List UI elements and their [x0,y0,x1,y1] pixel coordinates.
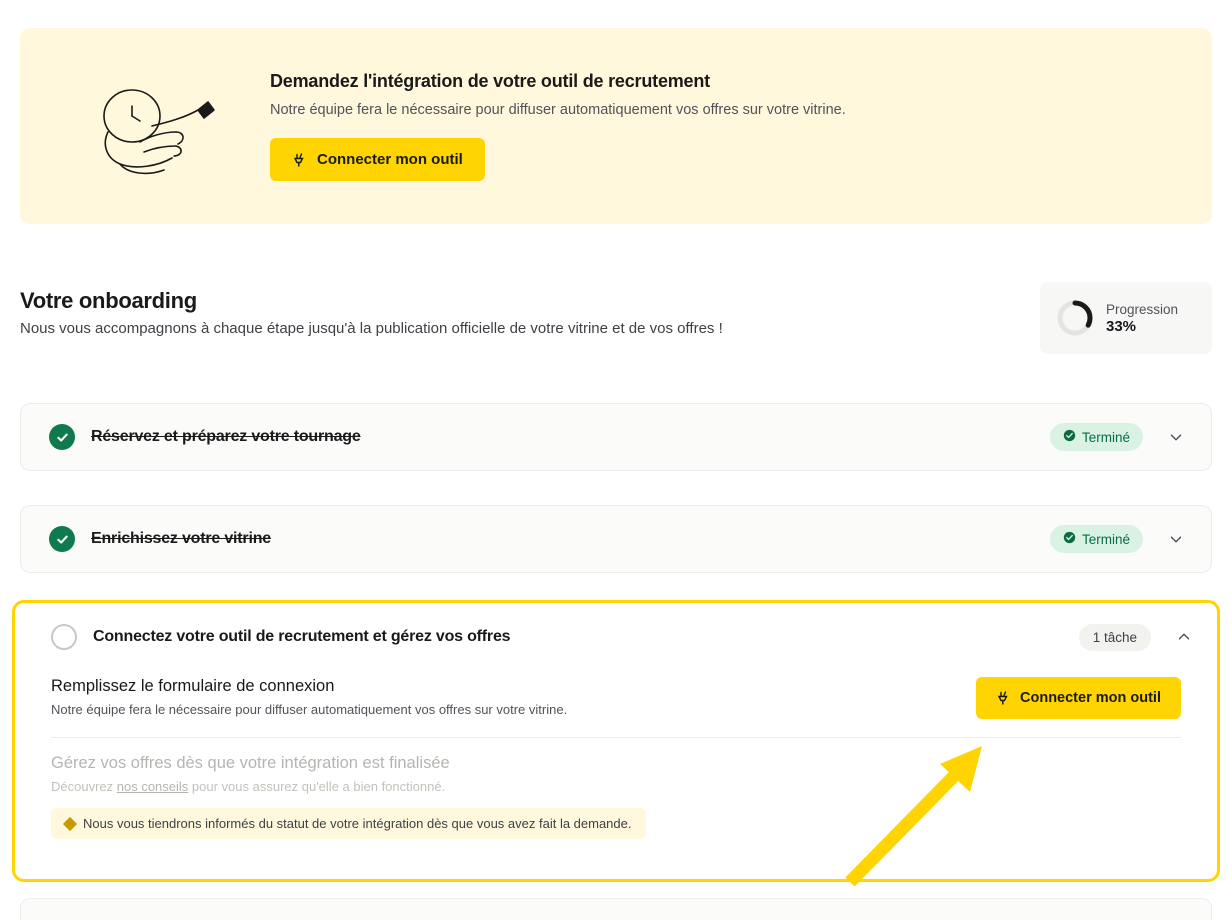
progress-card [1040,282,1212,354]
badge-check-icon [1063,429,1076,445]
task-title: Remplissez le formulaire de connexion [51,677,335,695]
connect-tool-button[interactable] [270,138,485,181]
step-title: Enrichissez votre vitrine [91,530,271,547]
check-icon [49,526,75,552]
progress-ring-icon [1056,299,1094,337]
task-subtitle [51,779,1181,794]
page-title: Votre onboarding [20,288,197,313]
task-subtitle-before: Découvrez [51,779,117,794]
status-badge-label: Terminé [1081,531,1130,547]
task-count-badge: 1 tâche [1079,624,1151,651]
task-subtitle: Notre équipe fera le nécessaire pour diffuser automatiquement vos offres sur votre vitrine. [51,702,568,717]
task-item-form [15,671,1217,737]
active-step-header[interactable] [15,603,1217,671]
step-card-completed-2[interactable] [20,505,1212,573]
plug-icon [292,152,308,168]
task-text-block [51,677,567,717]
info-note-label: Nous vous tiendrons informés du statut de votre intégration dès que vous avez fait la demande. [83,816,632,831]
active-step-title: Connectez votre outil de recrutement et gérez vos offres [93,628,511,645]
diamond-icon [63,816,77,830]
task-subtitle-after: pour vous assurez qu'elle a bien fonctionné. [188,779,446,794]
banner-subtitle: Notre équipe fera le nécessaire pour diffuser automatiquement vos offres sur votre vitrine. [270,102,846,118]
onboarding-header [20,288,1212,354]
badge-check-icon [1063,531,1076,547]
banner-title: Demandez l'intégration de votre outil de recrutement [270,71,710,91]
plug-icon [996,690,1012,706]
integration-banner [20,28,1212,224]
progress-label: Progression [1106,301,1179,317]
task-title: Gérez vos offres dès que votre intégration est finalisée [51,754,450,772]
status-badge [1050,423,1143,451]
task-item-manage-offers [15,738,1217,794]
hand-holding-magnifier-illustration [80,66,230,186]
page-subtitle: Nous vous accompagnons à chaque étape jusqu'à la publication officielle de votre vitrine et de vos offres ! [20,320,723,337]
tips-link[interactable]: nos conseils [116,779,189,794]
step-card-next-partial[interactable] [20,898,1212,920]
task-connect-tool-button-label: Connecter mon outil [1020,690,1161,706]
connect-tool-button-label: Connecter mon outil [317,151,463,168]
chevron-up-icon[interactable] [1173,626,1195,648]
pending-circle-icon [51,624,77,650]
step-card-completed-1[interactable] [20,403,1212,471]
onboarding-header-text [20,288,723,337]
step-card-active [12,600,1220,882]
info-note [51,808,646,839]
status-badge [1050,525,1143,553]
check-icon [49,424,75,450]
banner-text-block [254,71,1172,181]
progress-value: 33% [1106,318,1137,336]
status-badge-label: Terminé [1081,429,1130,445]
task-connect-tool-button[interactable] [976,677,1181,719]
chevron-down-icon[interactable] [1165,528,1187,550]
step-title: Réservez et préparez votre tournage [91,428,361,445]
chevron-down-icon[interactable] [1165,426,1187,448]
